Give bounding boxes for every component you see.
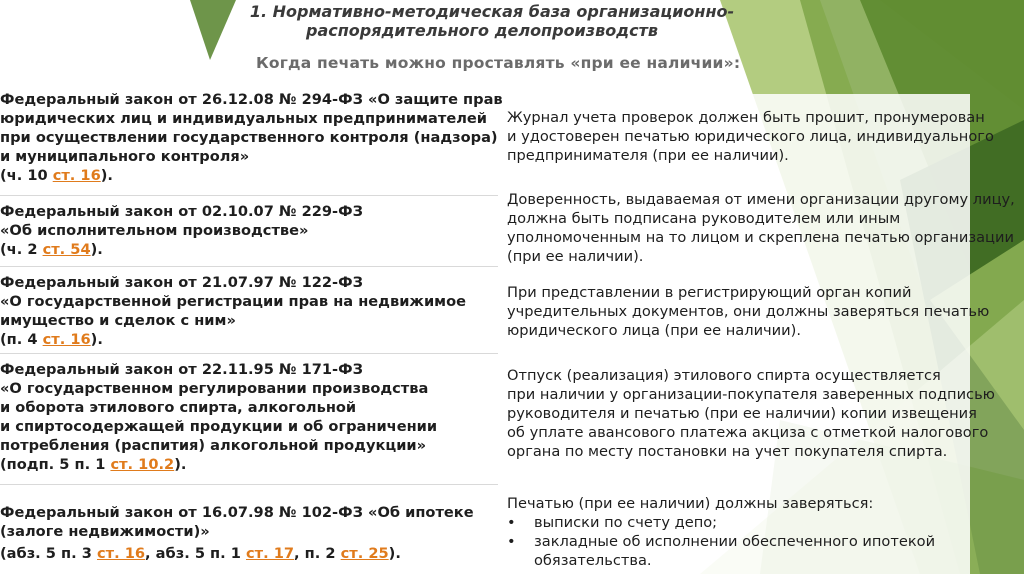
article-link[interactable]: ст. 16 — [97, 545, 146, 562]
law-item — [0, 202, 363, 259]
article-link[interactable]: ст. 54 — [42, 241, 91, 258]
note-text-line: учредительных документов, они должны заверяться печатью — [507, 303, 990, 320]
note-text-line: Отпуск (реализация) этилового спирта осуществляется — [507, 367, 941, 384]
law-text-line: Федеральный закон от 02.10.07 № 229-ФЗ — [0, 203, 363, 220]
requirement-note — [507, 366, 995, 461]
note-text-line: Журнал учета проверок должен быть прошит, пронумерован — [507, 109, 985, 126]
list-item — [507, 532, 935, 551]
law-reference — [0, 544, 474, 563]
note-text-line: юридического лица (при ее наличии). — [507, 322, 801, 339]
law-text-line: (залоге недвижимости)» — [0, 523, 210, 540]
law-reference — [0, 455, 437, 474]
law-ref-prefix: (ч. 10 — [0, 167, 53, 184]
note-text-line: Доверенность, выдаваемая от имени организации другому лицу, — [507, 191, 1015, 208]
article-link[interactable]: ст. 16 — [52, 167, 101, 184]
requirement-note — [507, 283, 989, 340]
note-text-line: органа по месту постановки на учет покупателя спирта. — [507, 443, 948, 460]
note-text-line: При представлении в регистрирующий орган копий — [507, 284, 912, 301]
law-reference — [0, 330, 466, 349]
law-ref-mid: , п. 2 — [294, 545, 341, 562]
note-text-line: предпринимателя (при ее наличии). — [507, 147, 789, 164]
law-ref-mid: , абз. 5 п. 1 — [145, 545, 246, 562]
law-text-line: при осуществлении государственного контроля (надзора) — [0, 129, 498, 146]
note-text-line: и удостоверен печатью юридического лица, индивидуального — [507, 128, 994, 145]
note-text-line: (при ее наличии). — [507, 248, 644, 265]
law-item — [0, 503, 474, 563]
law-text-line: и спиртосодержащей продукции и об ограничении — [0, 418, 438, 435]
list-item-text: обязательства. — [534, 552, 652, 569]
law-text-line: Федеральный закон от 16.07.98 № 102-ФЗ «Об ипотеке — [0, 504, 474, 521]
section-subtitle: Когда печать можно проставлять «при ее наличии»: — [256, 54, 741, 72]
note-text-line: уполномоченным на то лицом и скреплена печатью организации — [507, 229, 1014, 246]
law-ref-suffix: ). — [100, 167, 113, 184]
list-item — [507, 513, 935, 532]
article-link[interactable]: ст. 16 — [42, 331, 91, 348]
law-ref-suffix: ). — [174, 456, 187, 473]
law-item — [0, 273, 466, 349]
list-item-text: закладные об исполнении обеспеченного ипотекой — [534, 533, 936, 550]
law-text-line: имущество и сделок с ним» — [0, 312, 236, 329]
note-text-line: об уплате авансового платежа акциза с отметкой налогового — [507, 424, 989, 441]
page-title-line-2: распорядительного делопроизводств — [306, 21, 658, 40]
law-ref-suffix: ). — [90, 241, 103, 258]
law-reference — [0, 240, 363, 259]
law-ref-prefix: (п. 4 — [0, 331, 43, 348]
row-divider — [0, 353, 498, 354]
row-divider — [0, 484, 498, 485]
note-text-line: должна быть подписана руководителем или иным — [507, 210, 901, 227]
law-text-line: юридических лиц и индивидуальных предпринимателей — [0, 110, 488, 127]
law-reference — [0, 166, 503, 185]
article-link[interactable]: ст. 25 — [340, 545, 389, 562]
law-text-line: «О государственном регулировании производства — [0, 380, 429, 397]
page-title-line-1: 1. Нормативно-методическая база организационно- — [249, 2, 735, 21]
list-item-text: выписки по счету депо; — [534, 514, 718, 531]
law-item — [0, 90, 503, 185]
note-text-line: при наличии у организации-покупателя заверенных подписью — [507, 386, 995, 403]
requirement-note — [507, 494, 935, 570]
law-text-line: и муниципального контроля» — [0, 148, 250, 165]
law-ref-prefix: (абз. 5 п. 3 — [0, 545, 97, 562]
law-ref-prefix: (подп. 5 п. 1 — [0, 456, 111, 473]
law-text-line: Федеральный закон от 21.07.97 № 122-ФЗ — [0, 274, 363, 291]
law-text-line: и оборота этилового спирта, алкогольной — [0, 399, 357, 416]
law-text-line: потребления (распития) алкогольной продукции» — [0, 437, 427, 454]
list-item — [507, 551, 935, 570]
law-text-line: Федеральный закон от 26.12.08 № 294-ФЗ «О защите прав — [0, 91, 503, 108]
law-ref-suffix: ). — [90, 331, 103, 348]
article-link[interactable]: ст. 17 — [246, 545, 295, 562]
row-divider — [0, 266, 498, 267]
note-text-line: Печатью (при ее наличии) должны заверяться: — [507, 495, 874, 512]
row-divider — [0, 195, 498, 196]
bullet-icon: • — [507, 533, 516, 550]
article-link[interactable]: ст. 10.2 — [110, 456, 175, 473]
law-text-line: Федеральный закон от 22.11.95 № 171-ФЗ — [0, 361, 363, 378]
requirement-note — [507, 108, 994, 165]
law-ref-suffix: ). — [388, 545, 401, 562]
bullet-icon: • — [507, 514, 516, 531]
page-title — [0, 2, 1024, 40]
law-text-line: «Об исполнительном производстве» — [0, 222, 309, 239]
law-text-line: «О государственной регистрации прав на недвижимое — [0, 293, 467, 310]
law-item — [0, 360, 437, 474]
requirement-note — [507, 190, 1015, 266]
note-text-line: руководителя и печатью (при ее наличии) копии извещения — [507, 405, 977, 422]
law-ref-prefix: (ч. 2 — [0, 241, 43, 258]
